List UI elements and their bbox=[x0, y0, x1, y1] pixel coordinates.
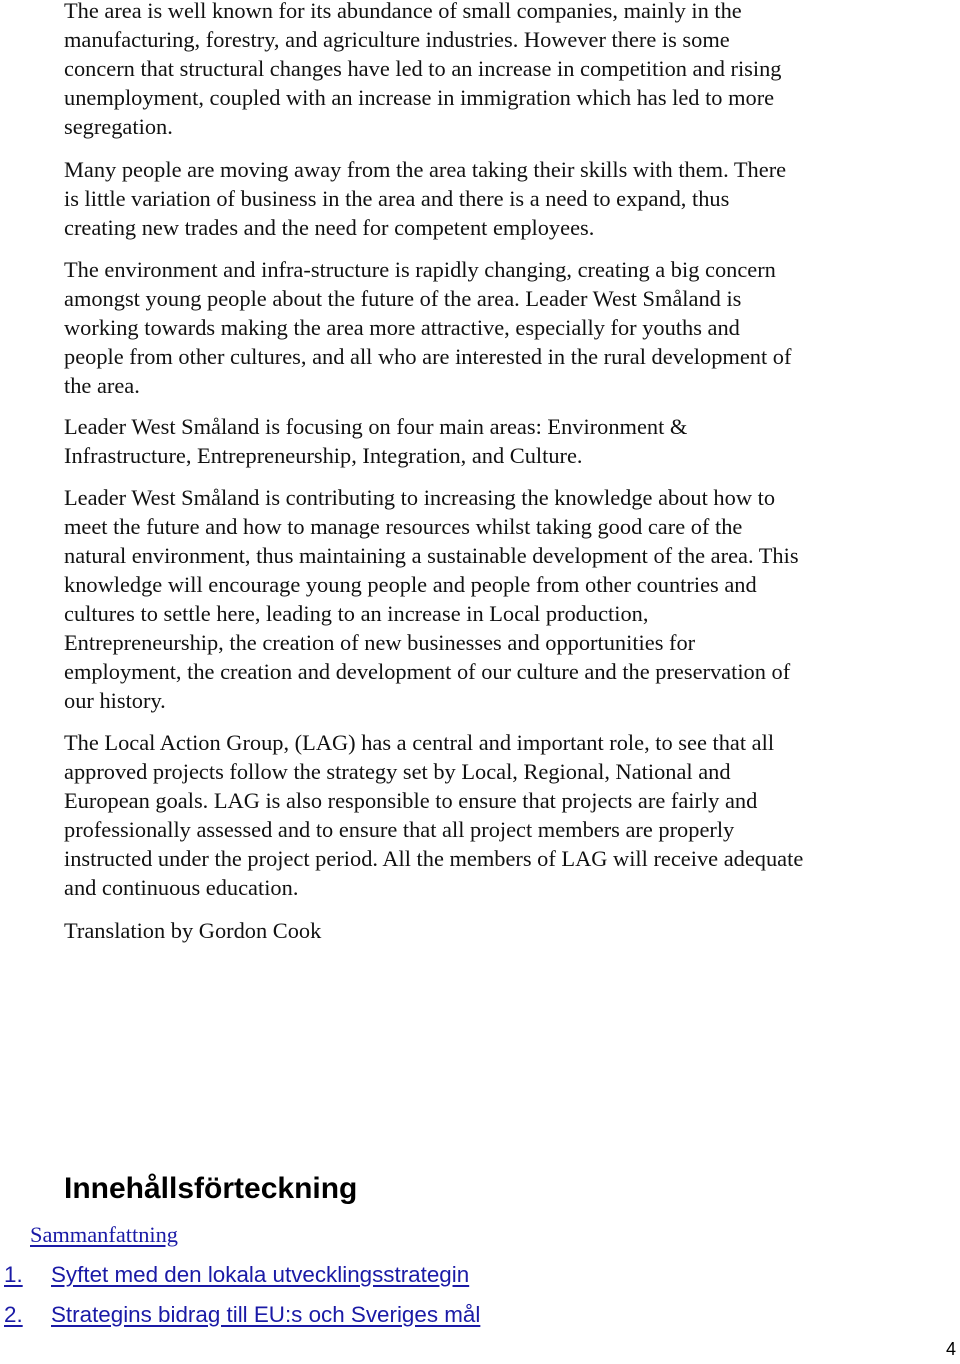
paragraph-lag: The Local Action Group, (LAG) has a central and important role, to see that all approved projects follow the strategy set by Local, Regional, National and European goals. LAG is also responsible to ensure that projects are fairly and professionally assessed and to ensure that all project members are properly instructed under the project period. All the members of LAG will receive adequate and continuous education. bbox=[64, 730, 804, 900]
translation-credit: Translation by Gordon Cook bbox=[64, 918, 322, 943]
page-number: 4 bbox=[945, 1339, 956, 1359]
paragraph-area-companies: The area is well known for its abundance of small companies, mainly in the manufacturing, forestry, and agriculture industries. However there is some concern that structural changes have led to an increase in competition and rising unemployment, coupled with an increase in immigration which has led to more segregation. bbox=[64, 0, 782, 139]
paragraph-people-moving: Many people are moving away from the area taking their skills with them. There is little variation of business in the area and there is a need to expand, thus creating new trades and the need for competent employees. bbox=[64, 157, 787, 240]
paragraph-environment: The environment and infra-structure is rapidly changing, creating a big concern amongst young people about the future of the area. Leader West Småland is working towards making the area more attractive, especially for youths and people from other cultures, and all who are interested in the rural development of the area. bbox=[64, 257, 792, 398]
toc-item-number-link[interactable]: 1. bbox=[4, 1262, 23, 1287]
toc-link-summary[interactable]: Sammanfattning bbox=[30, 1222, 178, 1247]
toc-heading: Innehållsförteckning bbox=[64, 1172, 358, 1205]
toc-link-syftet[interactable]: Syftet med den lokala utvecklingsstrategin bbox=[51, 1262, 470, 1287]
toc-link-strategins-bidrag[interactable]: Strategins bidrag till EU:s och Sveriges mål bbox=[51, 1302, 481, 1327]
paragraph-knowledge: Leader West Småland is contributing to increasing the knowledge about how to meet the future and how to manage resources whilst taking good care of the natural environment, thus maintaining a sustainable development of the area. This knowledge will encourage young people and people from other countries and cultures to settle here, leading to an increase in Local production, Entrepreneurship, the creation of new businesses and opportunities for employment, the creation and development of our culture and the preservation of our history. bbox=[64, 485, 799, 713]
paragraph-focus-areas: Leader West Småland is focusing on four main areas: Environment & Infrastructure, Entrepreneurship, Integration, and Culture. bbox=[64, 414, 688, 468]
toc-item-number-link[interactable]: 2. bbox=[4, 1302, 23, 1327]
toc-item bbox=[4, 1260, 469, 1290]
toc-item bbox=[4, 1300, 480, 1330]
